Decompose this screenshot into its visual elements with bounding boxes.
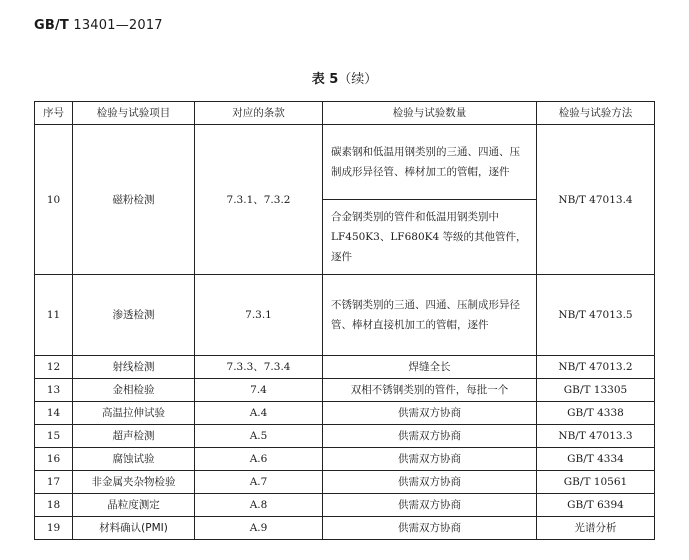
row-method: 光谱分析 [537,517,655,540]
row-clause: A.6 [195,448,323,471]
table-row [35,448,655,471]
row-no: 10 [35,125,73,275]
row-item: 非金属夹杂物检验 [73,471,195,494]
table-row [35,425,655,448]
row-quantity: 供需双方协商 [323,425,537,448]
row-no: 14 [35,402,73,425]
standard-code [34,18,163,33]
row-method: NB/T 47013.2 [537,356,655,379]
table-row [35,494,655,517]
row-method: GB/T 6394 [537,494,655,517]
row-item: 腐蚀试验 [73,448,195,471]
header-item: 检验与试验项目 [73,102,195,125]
inspection-table [34,101,655,540]
row-clause: 7.3.1、7.3.2 [195,125,323,275]
row-no: 13 [35,379,73,402]
row-quantity: 供需双方协商 [323,517,537,540]
table-row [35,356,655,379]
header-method: 检验与试验方法 [537,102,655,125]
row-clause: A.7 [195,471,323,494]
table-row [35,379,655,402]
row-no: 11 [35,275,73,356]
row-item: 材料确认(PMI) [73,517,195,540]
table-header-row [35,102,655,125]
row-method: NB/T 47013.5 [537,275,655,356]
row-method: NB/T 47013.4 [537,125,655,275]
row-clause: A.8 [195,494,323,517]
table-row [35,517,655,540]
row-clause: 7.3.1 [195,275,323,356]
row-clause: A.5 [195,425,323,448]
table-title-main: 表 5 [311,72,339,87]
standard-prefix: GB/T [34,18,69,33]
header-quantity: 检验与试验数量 [323,102,537,125]
row-clause: A.4 [195,402,323,425]
row-method: GB/T 13305 [537,379,655,402]
row-clause: 7.3.3、7.3.4 [195,356,323,379]
row-quantity: 双相不锈钢类别的管件，每批一个 [323,379,537,402]
table-row [35,275,655,356]
table-row [35,402,655,425]
row-item: 射线检测 [73,356,195,379]
row-quantity: 合金钢类别的管件和低温用钢类别中 LF450K3、LF680K4 等级的其他管件，逐件 [323,200,537,275]
row-quantity: 碳素钢和低温用钢类别的三通、四通、压制成形异径管、棒材加工的管帽，逐件 [323,125,537,200]
table-title [0,68,689,87]
table-row [35,125,655,200]
row-method: GB/T 4334 [537,448,655,471]
header-no: 序号 [35,102,73,125]
table-row [35,471,655,494]
row-method: GB/T 4338 [537,402,655,425]
row-item: 超声检测 [73,425,195,448]
row-method: GB/T 10561 [537,471,655,494]
row-item: 晶粒度测定 [73,494,195,517]
row-no: 18 [35,494,73,517]
row-quantity: 供需双方协商 [323,494,537,517]
header-clause: 对应的条款 [195,102,323,125]
row-item: 磁粉检测 [73,125,195,275]
row-no: 15 [35,425,73,448]
row-quantity: 焊缝全长 [323,356,537,379]
row-no: 19 [35,517,73,540]
row-clause: 7.4 [195,379,323,402]
row-item: 高温拉伸试验 [73,402,195,425]
row-quantity: 不锈钢类别的三通、四通、压制成形异径管、棒材直接机加工的管帽，逐件 [323,275,537,356]
row-method: NB/T 47013.3 [537,425,655,448]
row-quantity: 供需双方协商 [323,448,537,471]
row-no: 17 [35,471,73,494]
row-quantity: 供需双方协商 [323,402,537,425]
row-quantity: 供需双方协商 [323,471,537,494]
row-item: 金相检验 [73,379,195,402]
standard-number: 13401—2017 [73,18,163,33]
table-title-continued: （续） [338,72,378,87]
row-clause: A.9 [195,517,323,540]
row-no: 16 [35,448,73,471]
row-item: 渗透检测 [73,275,195,356]
row-no: 12 [35,356,73,379]
